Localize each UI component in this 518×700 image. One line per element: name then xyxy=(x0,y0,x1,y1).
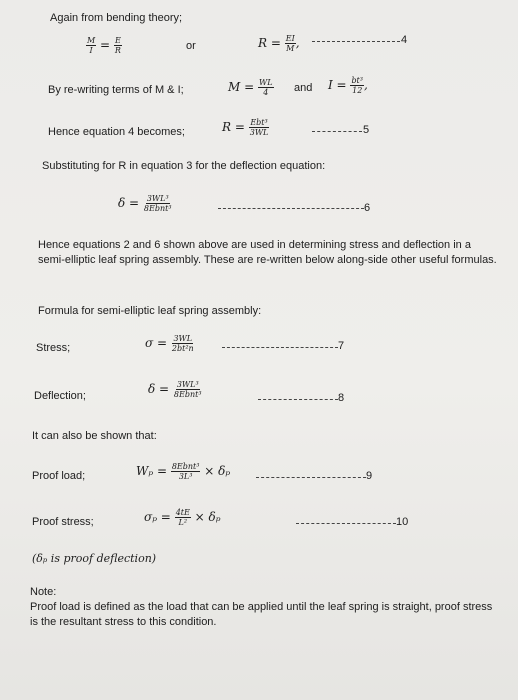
equation-lhs: σₚ = xyxy=(144,510,171,524)
or-word: or xyxy=(186,40,196,52)
leader-line-8 xyxy=(258,399,338,400)
numerator: M xyxy=(87,36,96,45)
proof-stress-label: Proof stress; xyxy=(32,516,94,528)
equation-lhs: δ = xyxy=(148,382,170,396)
hence-4-label: Hence equation 4 becomes; xyxy=(48,126,185,138)
equation-lhs: σ = xyxy=(145,336,168,350)
leader-line-5 xyxy=(312,131,362,132)
denominator: L² xyxy=(178,518,188,527)
leader-line-9 xyxy=(256,477,366,478)
equation-tail: × δₚ xyxy=(204,464,231,478)
equation-bending xyxy=(86,36,122,55)
equation-4 xyxy=(258,34,300,53)
denominator: 12 xyxy=(352,86,363,95)
denominator: 3L³ xyxy=(178,472,193,481)
numerator: EI xyxy=(285,34,295,43)
equation-9 xyxy=(136,462,230,481)
denominator: 8Ebnt³ xyxy=(143,204,172,213)
note-text: Proof load is defined as the load that can be applied until the leaf spring is straight, proof stress is the resultant stress to this condition. xyxy=(30,601,493,628)
fraction-8ebnt3-over-3l3 xyxy=(171,462,201,481)
equals-sign: = xyxy=(100,38,111,52)
equation-tail: , xyxy=(295,36,300,50)
equation-tail: × δₚ xyxy=(194,510,221,524)
formula-heading: Formula for semi-elliptic leaf spring assembly: xyxy=(38,305,262,317)
equation-lhs: R = xyxy=(258,36,281,50)
equation-i xyxy=(328,76,368,95)
equation-lhs: δ = xyxy=(118,196,140,210)
equation-10 xyxy=(144,508,221,527)
equation-lhs: M = xyxy=(228,80,255,94)
fraction-3wl-over-2bt2n xyxy=(171,334,195,353)
numerator: bt³ xyxy=(351,76,363,85)
denominator: I xyxy=(89,46,93,55)
numerator: 8Ebnt³ xyxy=(171,462,200,471)
numerator: 3WL³ xyxy=(146,194,169,203)
fraction-3wl3-over-8ebnt3 xyxy=(173,380,203,399)
leader-line-6 xyxy=(218,208,364,209)
numerator: 3WL³ xyxy=(176,380,199,389)
heading: Again from bending theory; xyxy=(50,12,183,24)
fraction-ebt3-over-3wl xyxy=(249,118,270,137)
equation-number-8: 8 xyxy=(338,392,345,404)
numerator: 4tE xyxy=(175,508,190,517)
fraction-wl-over-4 xyxy=(258,78,274,97)
numerator: Ebt³ xyxy=(250,118,268,127)
equation-number-7: 7 xyxy=(338,340,345,352)
note-heading: Note: xyxy=(30,586,57,598)
equation-6 xyxy=(118,194,173,213)
equation-8 xyxy=(148,380,203,399)
stress-label: Stress; xyxy=(36,342,71,354)
fraction-4te-over-l2 xyxy=(175,508,191,527)
equation-m xyxy=(228,78,274,97)
denominator: 8Ebnt³ xyxy=(173,390,202,399)
fraction-e-over-r xyxy=(114,36,122,55)
numerator: WL xyxy=(258,78,273,87)
equation-number-6: 6 xyxy=(364,202,371,214)
equation-5 xyxy=(222,118,269,137)
denominator: R xyxy=(114,46,121,55)
rewrite-label: By re-writing terms of M & I; xyxy=(48,84,184,96)
numerator: E xyxy=(115,36,121,45)
substitute-label: Substituting for R in equation 3 for the deflection equation: xyxy=(42,160,326,172)
denominator: 3WL xyxy=(249,128,269,137)
fraction-bt3-over-12 xyxy=(350,76,364,95)
also-shown-label: It can also be shown that: xyxy=(32,430,157,442)
proof-load-label: Proof load; xyxy=(32,470,86,482)
leader-line-4 xyxy=(312,41,400,42)
equation-lhs: I = xyxy=(328,78,347,92)
leader-line-7 xyxy=(222,347,338,348)
proof-deflection-note: (δₚ is proof deflection) xyxy=(32,552,157,565)
and-word: and xyxy=(294,82,313,94)
equation-number-9: 9 xyxy=(366,470,373,482)
fraction-ei-over-m xyxy=(285,34,296,53)
equation-number-5: 5 xyxy=(363,124,370,136)
leader-line-10 xyxy=(296,523,396,524)
denominator: 4 xyxy=(263,88,269,97)
deflection-label: Deflection; xyxy=(34,390,86,402)
equation-lhs: Wₚ = xyxy=(136,464,168,478)
equation-7 xyxy=(145,334,195,353)
denominator: 2bt²n xyxy=(171,344,194,353)
fraction-m-over-i xyxy=(86,36,96,55)
equation-number-10: 10 xyxy=(396,516,409,528)
equation-tail: , xyxy=(363,78,368,92)
summary-paragraph: Hence equations 2 and 6 shown above are used in determining stress and deflection in a semi-elliptic leaf spring assembly. These are re-written below along-side other useful formulas. xyxy=(38,239,497,266)
fraction-3wl3-over-8ebnt3 xyxy=(143,194,173,213)
equation-lhs: R = xyxy=(222,120,245,134)
numerator: 3WL xyxy=(173,334,193,343)
denominator: M xyxy=(286,44,295,53)
equation-number-4: 4 xyxy=(401,34,408,46)
